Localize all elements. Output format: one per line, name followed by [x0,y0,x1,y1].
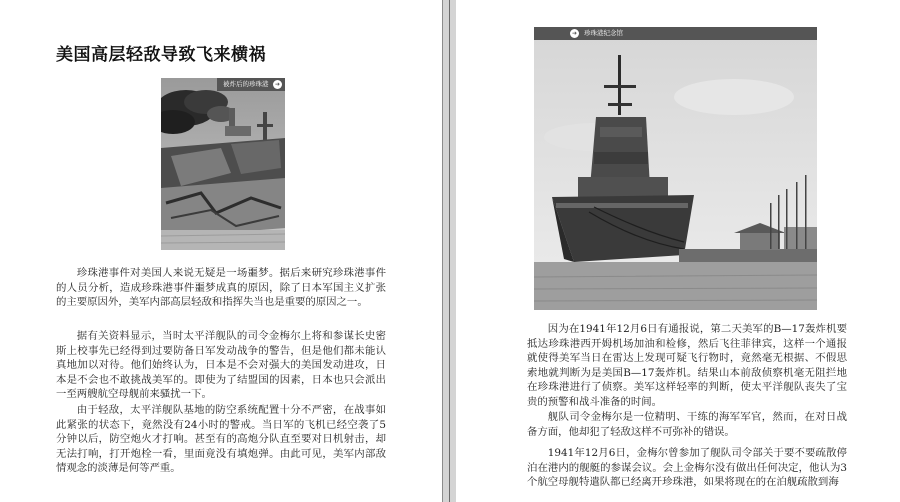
photo-caption [217,78,285,91]
circle-arrow-icon: ➜ [571,30,578,37]
paragraph: 1941年12月6日，金梅尔曾参加了舰队司令部关于要不要疏散停泊在港内的舰艇的参谋会议。会上金梅尔没有做出任何决定，他认为3个航空母舰特遣队都已经离开珍珠港，如果将现在的在泊舰疏散到海 [527,447,847,489]
paragraph: 因为在1941年12月6日有通报说，第二天美军的B—17轰炸机要抵达珍珠港西开姆机场加油和检修，然后飞往菲律宾，这样一个通报就使得美军当日在雷达上发现可疑飞行物时，竟然毫无根据、不假思索地就判断为是美国B—17轰炸机。结果山本前敌侦察机毫无阻拦地在珍珠港进行了侦察。美军这样轻率的判断，使太平洋舰队丧失了宝贵的预警和战斗准备的时间。 [527,323,847,408]
page-edge [442,0,443,502]
battleship-image [534,27,817,310]
photo-caption [534,27,817,40]
paragraph: 珍珠港事件对美国人来说无疑是一场噩梦。据后来研究珍珠港事件的人员分析，造成珍珠港事件噩梦成真的原因，除了日本军国主义扩张的主要原因外，美军内部高层轻敌和指挥失当也是重要的原因之一。 [56,267,386,309]
right-page [456,0,900,502]
battleship-photo [534,27,817,310]
photo-caption-text: 珍珠港纪念馆 [584,29,623,37]
bombed-harbor-photo [161,78,285,250]
page-edge [449,0,450,502]
left-page [0,0,442,502]
chapter-title: 美国高层轻敌导致飞来横祸 [56,45,266,65]
circle-arrow-icon: ➜ [274,81,281,88]
paragraph: 由于轻敌，太平洋舰队基地的防空系统配置十分不严密，在战事如此紧张的状态下，竟然没有24小时的警戒。当日军的飞机已经空袭了5分钟以后，防空炮火才打响。甚至有的高炮分队直至要对日机射击，却无法打响，打开炮栓一看，里面竟没有填炮弹。由此可见，美军内部敌情观念的淡薄是何等严重。 [56,404,386,475]
paragraph: 据有关资料显示，当时太平洋舰队的司令金梅尔上将和参谋长史密斯上校事先已经得到过要防备日军发动战争的警告，但是他们都未能认真地加以对待。他们始终认为，日本是不会对强大的美国发动进攻，日本是不会也不敢挑战美军的。即使为了结盟国的因素，日本也只会派出一至两艘航空母舰前来骚扰一下。 [56,330,386,401]
wreckage-image [161,78,285,250]
paragraph: 舰队司令金梅尔是一位精明、干练的海军军官，然而，在对日战备方面，他却犯了轻敌这样不可弥补的错误。 [527,411,847,438]
photo-caption-text: 被炸后的珍珠港 [223,80,269,88]
